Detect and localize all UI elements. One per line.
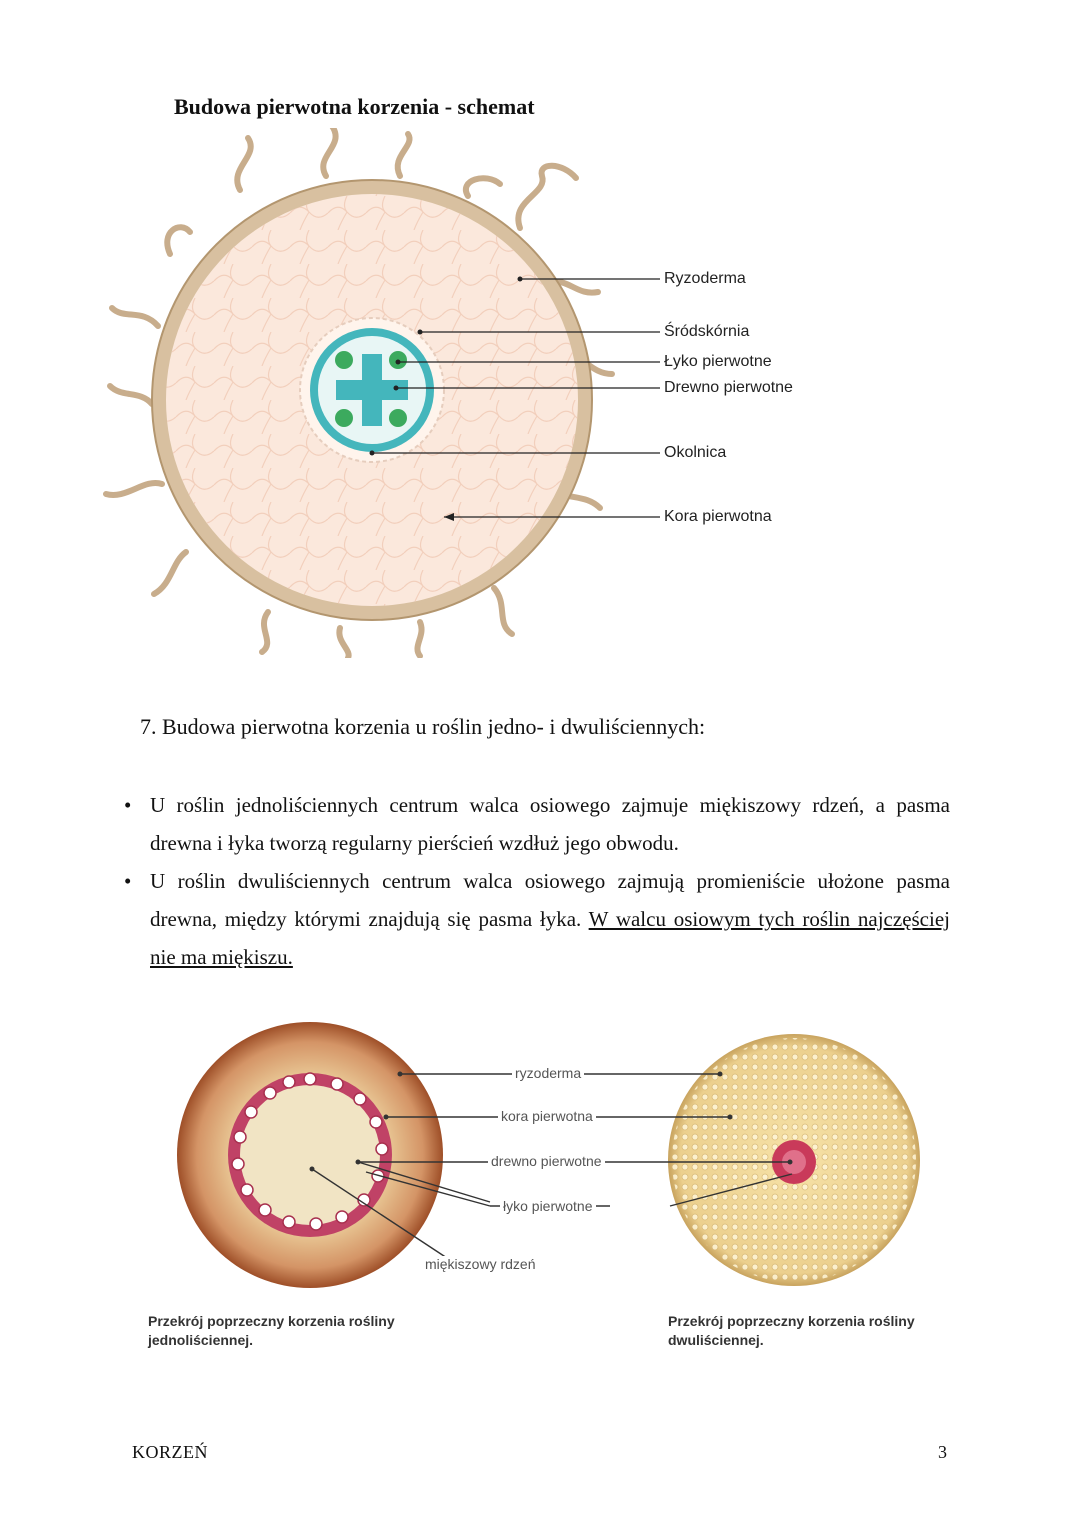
footer-chapter: KORZEŃ — [132, 1442, 208, 1462]
label-drewno-small: drewno pierwotne — [488, 1153, 605, 1169]
label-kora-small: kora pierwotna — [498, 1108, 596, 1124]
label-kora-pierwotna: Kora pierwotna — [664, 508, 772, 525]
underlined-note: W walcu osiowym tych roślin najczęściej nie ma miękiszu. — [150, 907, 950, 969]
bullet-monocots: • U roślin jednoliściennych centrum walca osiowego zajmuje miękiszowy rdzeń, a pasma drewna i łyka tworzą regularny pierścień wzdłuż jego obwodu. — [124, 786, 950, 862]
label-lyko-small: łyko pierwotne — [500, 1198, 596, 1214]
monocot-cross-section — [177, 1022, 443, 1288]
label-srodskornia: Śródskórnia — [664, 323, 750, 340]
bullet-list — [124, 786, 950, 976]
label-lyko-pierwotne: Łyko pierwotne — [664, 353, 772, 370]
label-okolnica: Okolnica — [664, 444, 727, 461]
caption-monocot: Przekrój poprzeczny korzenia rośliny jednoliściennej. — [148, 1313, 395, 1348]
label-rdzen-small: miękiszowy rdzeń — [422, 1256, 538, 1272]
page-number: 3 — [938, 1442, 947, 1462]
label-drewno-pierwotne: Drewno pierwotne — [664, 379, 793, 396]
dicot-cross-section — [668, 1034, 920, 1286]
caption-dicot: Przekrój poprzeczny korzenia rośliny dwuliściennej. — [668, 1313, 915, 1348]
bullet-dicots: • U roślin dwuliściennych centrum walca osiowego zajmują promieniście ułożone pasma drewna, między którymi znajdują się pasma łyka. W walcu osiowym tych roślin najczęściej nie ma miękiszu. — [124, 862, 950, 976]
label-ryzoderma: Ryzoderma — [664, 270, 746, 287]
label-ryzoderma-small: ryzoderma — [512, 1065, 584, 1081]
diagram-title: Budowa pierwotna korzenia - schemat — [174, 94, 535, 119]
section-heading: 7. Budowa pierwotna korzenia u roślin jedno- i dwuliściennych: — [140, 714, 706, 739]
